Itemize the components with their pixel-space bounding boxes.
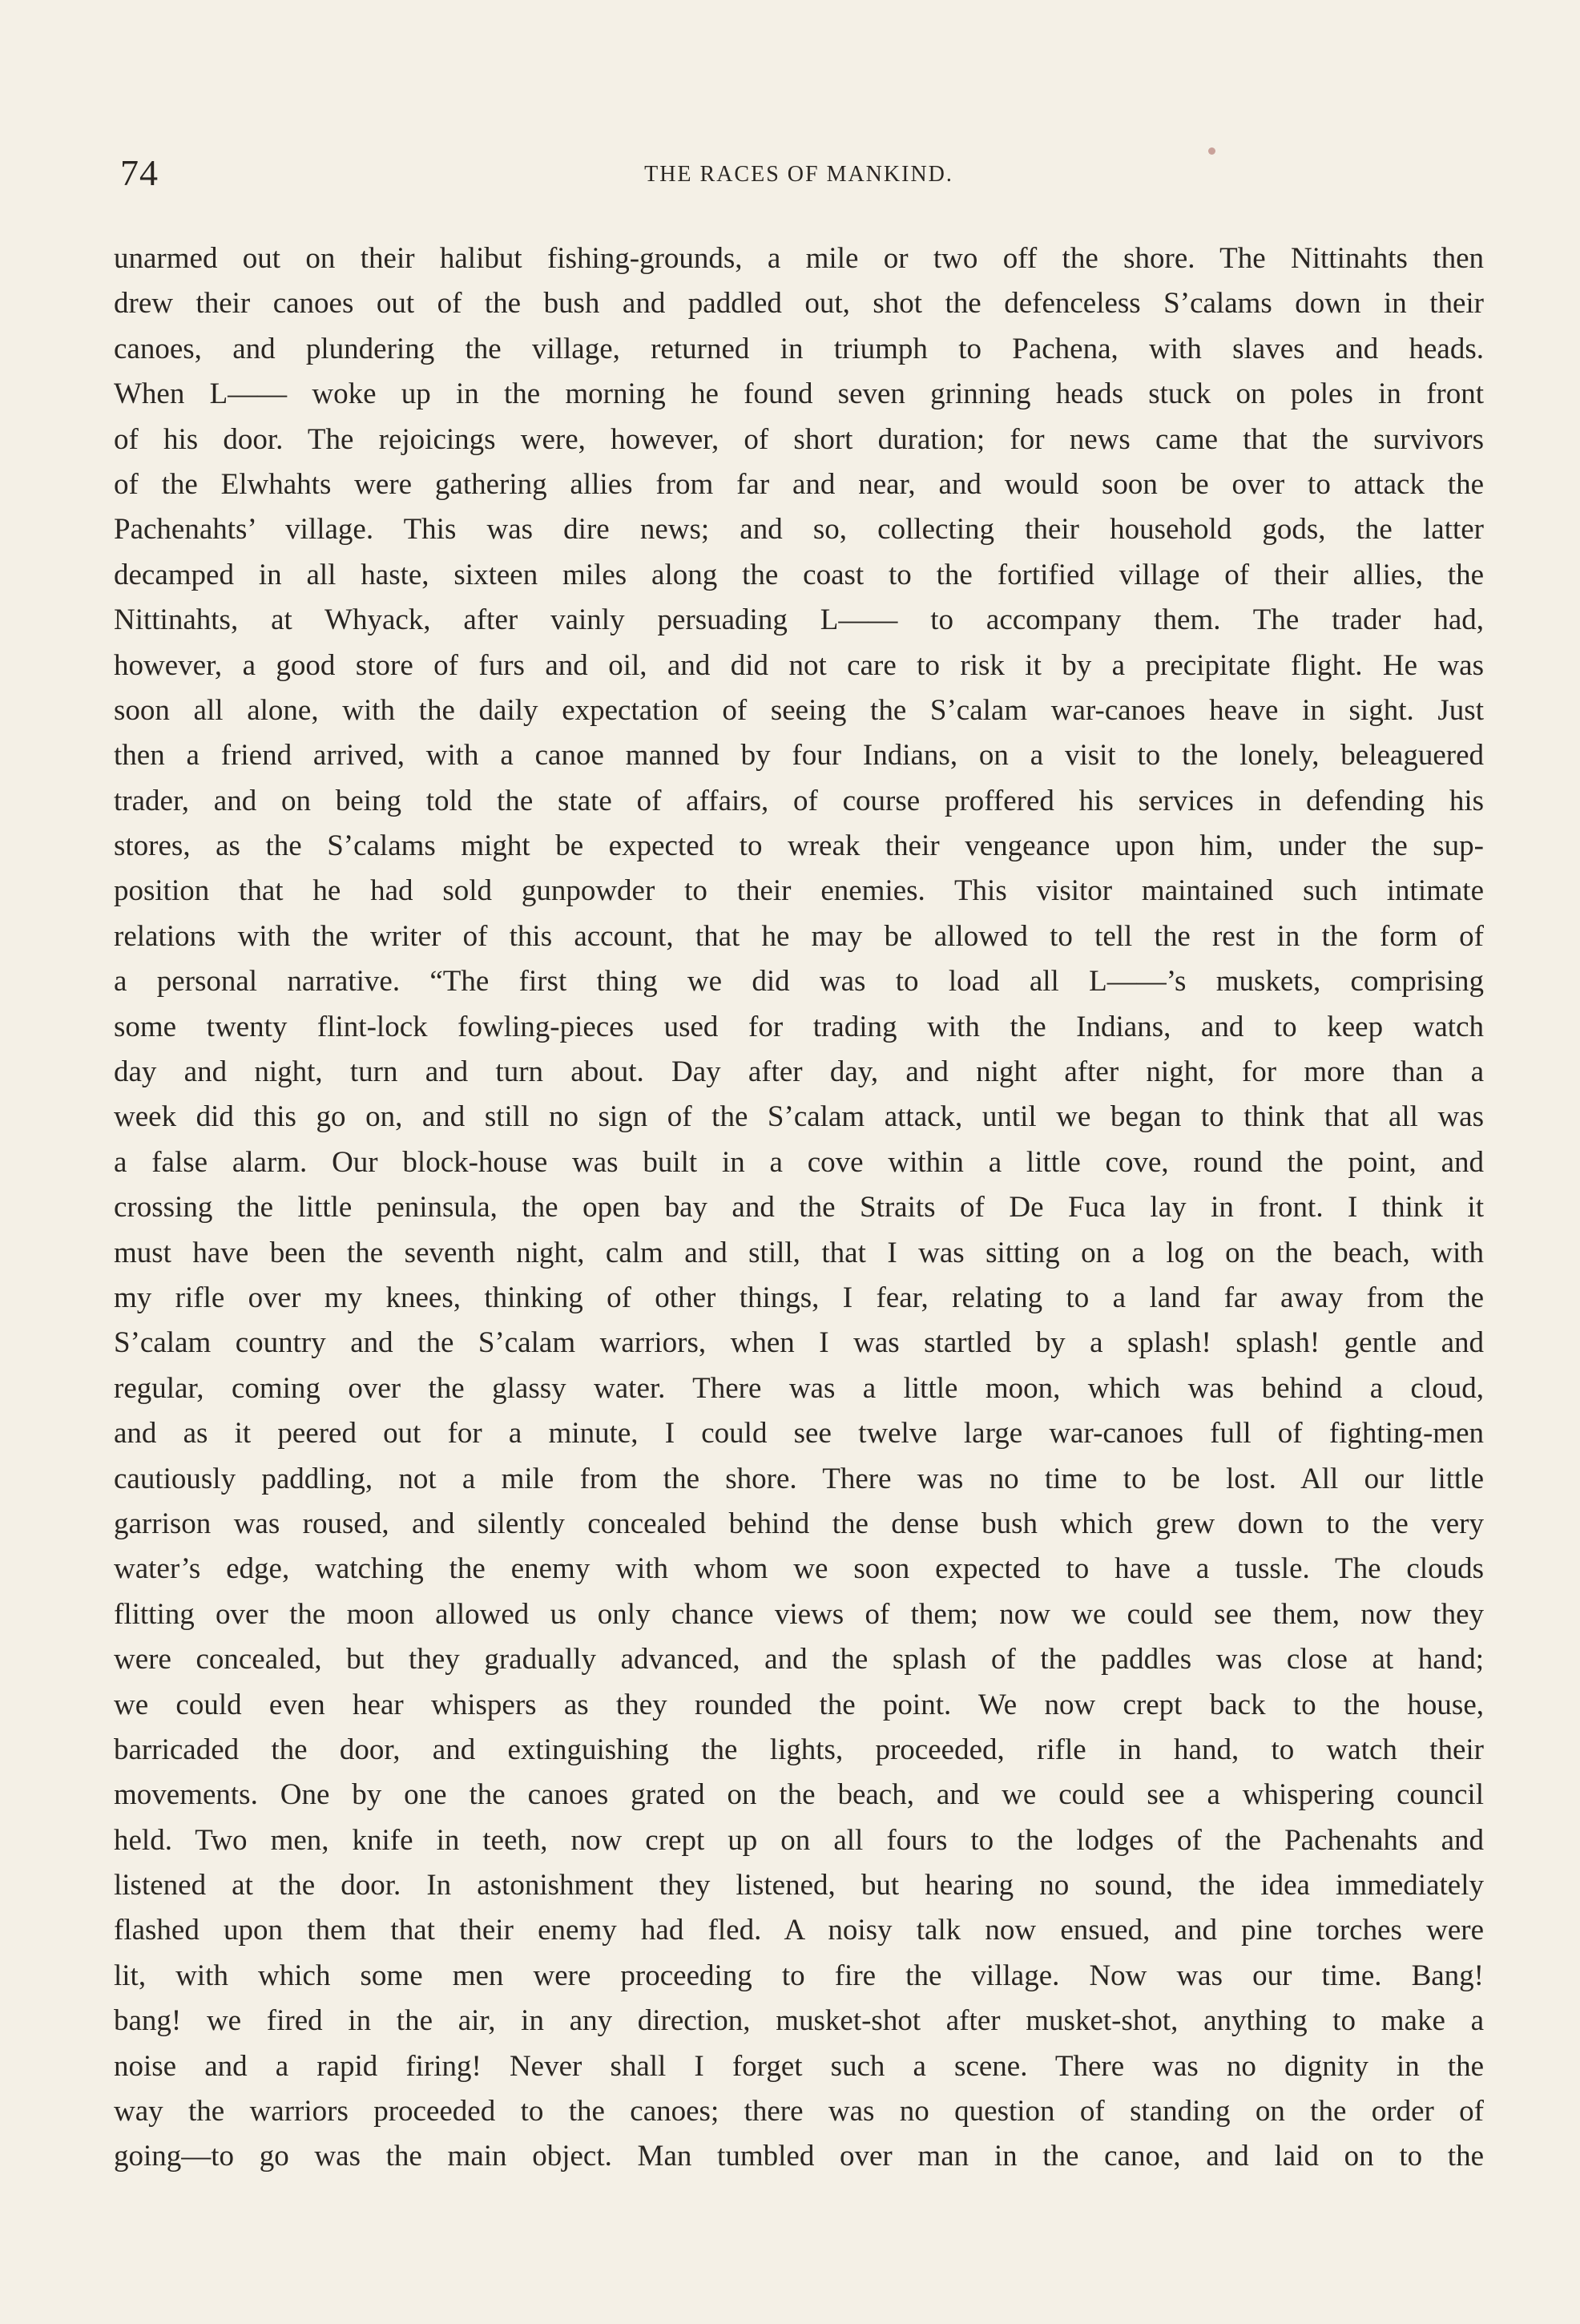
text-line: however, a good store of furs and oil, and did not care to risk it by a precipitate flight. He was	[114, 648, 1484, 682]
text-line: position that he had sold gunpowder to their enemies. This visitor maintained such intimate	[114, 874, 1484, 908]
text-line: lit, with which some men were proceeding to fire the village. Now was our time. Bang!	[114, 1959, 1484, 1992]
text-line: cautiously paddling, not a mile from the shore. There was no time to be lost. All our little	[114, 1462, 1484, 1495]
text-line: noise and a rapid firing! Never shall I forget such a scene. There was no dignity in the	[114, 2049, 1484, 2083]
text-line: unarmed out on their halibut fishing-grounds, a mile or two off the shore. The Nittinahts then	[114, 242, 1484, 275]
text-line: relations with the writer of this account, that he may be allowed to tell the rest in the form of	[114, 919, 1484, 953]
page-header	[114, 149, 1484, 205]
body-text	[114, 236, 1484, 2180]
text-line: movements. One by one the canoes grated on the beach, and we could see a whispering council	[114, 1778, 1484, 1812]
text-line: stores, as the S’calams might be expected to wreak their vengeance upon him, under the sup-	[114, 829, 1484, 863]
page-number: 74	[120, 152, 159, 193]
text-line: a false alarm. Our block-house was built in a cove within a little cove, round the point, and	[114, 1145, 1484, 1179]
text-line: flitting over the moon allowed us only chance views of them; now we could see them, now they	[114, 1597, 1484, 1631]
text-line: of his door. The rejoicings were, however, of short duration; for news came that the survivors	[114, 422, 1484, 456]
text-line: decamped in all haste, sixteen miles along the coast to the fortified village of their allies, the	[114, 558, 1484, 591]
running-head: THE RACES OF MANKIND.	[644, 162, 953, 187]
text-line: Nittinahts, at Whyack, after vainly persuading L—— to accompany them. The trader had,	[114, 603, 1484, 637]
text-line: regular, coming over the glassy water. There was a little moon, which was behind a cloud,	[114, 1371, 1484, 1405]
text-line: water’s edge, watching the enemy with whom we soon expected to have a tussle. The clouds	[114, 1552, 1484, 1586]
text-line: soon all alone, with the daily expectation of seeing the S’calam war-canoes heave in sight. Just	[114, 693, 1484, 727]
text-line: listened at the door. In astonishment they listened, but hearing no sound, the idea immediately	[114, 1869, 1484, 1902]
text-line: going—to go was the main object. Man tumbled over man in the canoe, and laid on to the	[114, 2140, 1484, 2173]
text-line: way the warriors proceeded to the canoes; there was no question of standing on the order of	[114, 2095, 1484, 2128]
text-line: week did this go on, and still no sign of the S’calam attack, until we began to think that all was	[114, 1100, 1484, 1134]
text-line: a personal narrative. “The first thing we did was to load all L——’s muskets, comprising	[114, 965, 1484, 999]
text-line: trader, and on being told the state of affairs, of course proffered his services in defending his	[114, 784, 1484, 817]
text-line: my rifle over my knees, thinking of other things, I fear, relating to a land far away from the	[114, 1281, 1484, 1314]
ink-speck	[1208, 147, 1215, 155]
text-line: some twenty flint-lock fowling-pieces used for trading with the Indians, and to keep watch	[114, 1010, 1484, 1043]
text-line: Pachenahts’ village. This was dire news; and so, collecting their household gods, the latter	[114, 513, 1484, 547]
text-line: then a friend arrived, with a canoe manned by four Indians, on a visit to the lonely, beleaguered	[114, 739, 1484, 773]
text-line: canoes, and plundering the village, returned in triumph to Pachena, with slaves and heads.	[114, 332, 1484, 365]
text-line: garrison was roused, and silently concealed behind the dense bush which grew down to the very	[114, 1507, 1484, 1540]
text-line: bang! we fired in the air, in any direction, musket-shot after musket-shot, anything to make a	[114, 2004, 1484, 2038]
text-line: and as it peered out for a minute, I could see twelve large war-canoes full of fighting-men	[114, 1417, 1484, 1450]
text-line: held. Two men, knife in teeth, now crept up on all fours to the lodges of the Pachenahts and	[114, 1823, 1484, 1857]
text-line: we could even hear whispers as they rounded the point. We now crept back to the house,	[114, 1688, 1484, 1721]
text-line: drew their canoes out of the bush and paddled out, shot the defenceless S’calams down in their	[114, 287, 1484, 321]
text-line: crossing the little peninsula, the open bay and the Straits of De Fuca lay in front. I think it	[114, 1191, 1484, 1225]
text-line: flashed upon them that their enemy had fled. A noisy talk now ensued, and pine torches were	[114, 1914, 1484, 1947]
text-line: barricaded the door, and extinguishing the lights, proceeded, rifle in hand, to watch their	[114, 1733, 1484, 1766]
text-line: S’calam country and the S’calam warriors, when I was startled by a splash! splash! gentle and	[114, 1326, 1484, 1360]
text-line: day and night, turn and turn about. Day after day, and night after night, for more than a	[114, 1055, 1484, 1089]
text-line: must have been the seventh night, calm and still, that I was sitting on a log on the beach, with	[114, 1236, 1484, 1269]
text-line: were concealed, but they gradually advanced, and the splash of the paddles was close at hand;	[114, 1643, 1484, 1676]
text-line: of the Elwhahts were gathering allies from far and near, and would soon be over to attack the	[114, 467, 1484, 501]
text-line: When L—— woke up in the morning he found seven grinning heads stuck on poles in front	[114, 377, 1484, 411]
